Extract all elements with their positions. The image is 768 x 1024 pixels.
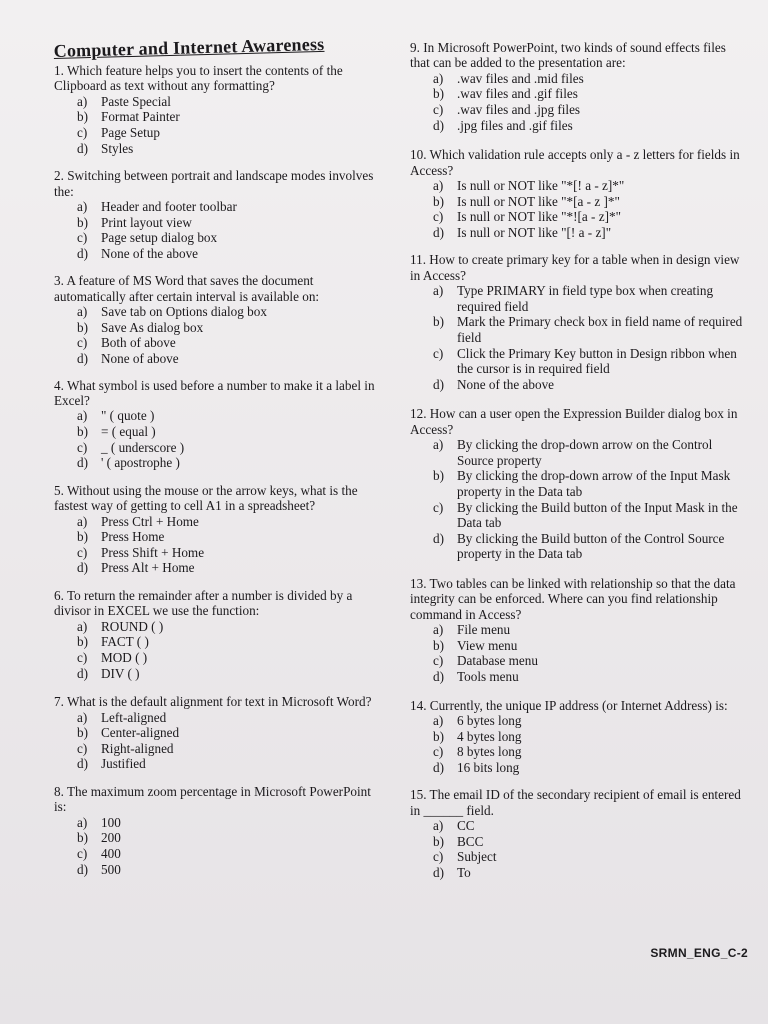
option-label: d) [433, 224, 444, 240]
option-label: b) [433, 86, 444, 102]
option-label: b) [77, 423, 88, 439]
question-text: 9. In Microsoft PowerPoint, two kinds of sound effects files that can be added to the presentation are: [410, 40, 726, 71]
option-label: a) [77, 408, 88, 424]
left-column [53, 33, 384, 877]
option-item [54, 351, 384, 367]
option-item [410, 865, 748, 881]
question-block [54, 273, 384, 366]
option-text: 500 [101, 861, 121, 877]
option-label: c) [77, 544, 88, 560]
question-text: 8. The maximum zoom percentage in Microsoft PowerPoint is: [54, 783, 371, 815]
option-item [54, 529, 384, 545]
option-text: View menu [457, 637, 518, 653]
option-item [54, 335, 384, 351]
option-label: d) [77, 245, 88, 261]
option-label: d) [77, 455, 88, 471]
option-label: c) [77, 740, 88, 756]
option-item [410, 669, 748, 685]
question-text: 3. A feature of MS Word that saves the document automatically after certain interval is available on: [54, 273, 320, 304]
question-block [410, 40, 748, 133]
option-label: a) [433, 712, 444, 728]
option-text: .wav files and .jpg files [457, 102, 581, 117]
option-item [54, 246, 384, 262]
option-text: Print layout view [101, 214, 192, 230]
page-title: Computer and Internet Awareness [53, 33, 325, 62]
option-item [54, 408, 384, 424]
option-label: d) [433, 759, 444, 775]
option-text: Tools menu [457, 668, 519, 684]
option-item [410, 531, 748, 562]
option-text: By clicking the drop-down arrow of the Input Mask property in the Data tab [457, 468, 731, 499]
option-item [54, 830, 384, 846]
option-label: c) [433, 653, 444, 669]
option-label: b) [433, 314, 444, 330]
question-block [54, 168, 384, 261]
option-list [410, 71, 748, 133]
option-label: a) [77, 814, 88, 830]
option-label: b) [433, 637, 444, 653]
option-label: d) [77, 350, 88, 366]
option-text: 100 [101, 814, 121, 830]
option-label: a) [77, 199, 88, 214]
option-text: Is null or NOT like "*[! a - z]*" [457, 178, 625, 193]
option-list [410, 622, 748, 684]
option-item [54, 650, 384, 666]
option-label: d) [77, 861, 88, 877]
option-text: Is null or NOT like "*[a - z ]*" [457, 193, 620, 209]
option-label: c) [77, 845, 88, 861]
option-label: c) [433, 345, 444, 361]
option-label: a) [77, 93, 88, 109]
option-text: 16 bits long [457, 759, 520, 775]
option-label: b) [77, 725, 88, 741]
option-text: 400 [101, 845, 121, 861]
option-item [54, 741, 384, 757]
option-label: b) [77, 109, 88, 125]
option-label: d) [433, 864, 444, 880]
option-label: c) [77, 230, 88, 246]
option-item [54, 634, 384, 650]
question-text: 12. How can a user open the Expression Builder dialog box in Access? [410, 406, 738, 437]
question-block [410, 252, 748, 392]
option-text: Press Alt + Home [101, 560, 195, 576]
option-label: b) [77, 634, 88, 650]
option-text: ' ( apostrophe ) [101, 455, 180, 471]
question-block [54, 784, 384, 877]
option-item [410, 622, 748, 638]
option-list [54, 514, 384, 576]
option-label: a) [433, 178, 444, 193]
option-item [54, 710, 384, 726]
option-text: .wav files and .mid files [457, 70, 584, 86]
option-text: = ( equal ) [101, 423, 156, 439]
option-item [54, 215, 384, 231]
option-text: Mark the Primary check box in field name of required field [457, 314, 743, 345]
option-item [410, 818, 748, 834]
option-text: None of the above [457, 376, 555, 392]
option-item [54, 846, 384, 862]
option-text: Is null or NOT like "*![a - z]*" [457, 209, 621, 225]
option-text: Format Painter [101, 109, 180, 125]
option-text: Page setup dialog box [101, 230, 218, 246]
option-text: Both of above [101, 335, 176, 351]
option-text: MOD ( ) [101, 649, 148, 665]
option-item [54, 545, 384, 561]
option-item [410, 760, 748, 776]
option-label: d) [77, 560, 88, 576]
option-text: None of the above [101, 245, 199, 261]
option-item [54, 560, 384, 576]
option-label: c) [77, 439, 88, 455]
option-item [410, 86, 748, 102]
option-label: d) [433, 376, 444, 392]
option-list [54, 815, 384, 877]
option-label: b) [77, 830, 88, 846]
option-item [410, 346, 748, 377]
option-label: b) [433, 193, 444, 209]
option-item [54, 320, 384, 336]
option-text: Click the Primary Key button in Design ribbon when the cursor is in required field [457, 345, 737, 377]
option-text: Justified [101, 756, 146, 772]
option-label: a) [433, 70, 444, 86]
option-text: ROUND ( ) [101, 618, 164, 634]
option-item [410, 834, 748, 850]
option-text: CC [457, 818, 475, 834]
option-item [54, 440, 384, 456]
option-text: Header and footer toolbar [101, 199, 237, 214]
option-text: DIV ( ) [101, 665, 140, 681]
option-label: c) [77, 649, 88, 665]
option-item [54, 514, 384, 530]
option-list [410, 283, 748, 392]
option-text: Page Setup [101, 125, 160, 140]
option-item [54, 141, 384, 157]
question-text: 2. Switching between portrait and landscape modes involves the: [54, 168, 374, 199]
option-text: File menu [457, 622, 511, 638]
option-label: b) [77, 529, 88, 545]
option-list [54, 199, 384, 261]
option-list [54, 94, 384, 156]
option-text: " ( quote ) [101, 408, 155, 424]
option-text: 8 bytes long [457, 744, 522, 760]
option-item [410, 209, 748, 225]
option-text: To [457, 864, 471, 880]
option-list [410, 178, 748, 240]
option-text: Database menu [457, 653, 538, 669]
option-item [410, 314, 748, 345]
option-item [54, 94, 384, 110]
question-block [410, 787, 748, 880]
option-label: d) [77, 665, 88, 681]
option-text: 4 bytes long [457, 728, 522, 744]
option-text: None of above [101, 350, 179, 366]
option-label: a) [433, 622, 444, 638]
option-item [410, 283, 748, 314]
option-text: Is null or NOT like "[! a - z]" [457, 224, 612, 240]
option-item [410, 713, 748, 729]
option-item [54, 619, 384, 635]
question-text: 7. What is the default alignment for text in Microsoft Word? [54, 694, 372, 710]
question-text: 6. To return the remainder after a number is divided by a divisor in EXCEL we use the function: [54, 587, 353, 619]
question-block [54, 483, 384, 576]
question-text: 4. What symbol is used before a number to make it a label in Excel? [54, 377, 375, 408]
option-item [410, 118, 748, 134]
option-item [410, 102, 748, 118]
option-item [54, 125, 384, 141]
option-text: Press Shift + Home [101, 544, 205, 560]
right-column [410, 40, 748, 880]
option-text: FACT ( ) [101, 634, 149, 650]
option-text: Save tab on Options dialog box [101, 304, 267, 320]
option-label: d) [433, 668, 444, 684]
option-text: _ ( underscore ) [101, 439, 185, 455]
option-list [410, 818, 748, 880]
option-label: a) [433, 437, 444, 453]
option-text: Press Home [101, 529, 165, 545]
option-label: a) [433, 283, 444, 299]
option-item [54, 725, 384, 741]
option-label: b) [433, 833, 444, 849]
option-text: By clicking the Build button of the Input Mask in the Data tab [457, 499, 738, 531]
option-text: BCC [457, 833, 484, 849]
option-text: Styles [101, 140, 134, 156]
question-block [410, 147, 748, 240]
option-list [54, 408, 384, 470]
option-list [54, 304, 384, 366]
question-text: 13. Two tables can be linked with relationship so that the data integrity can be enforced. Where can you find relationship command in Access? [410, 575, 736, 622]
option-text: By clicking the drop-down arrow on the Control Source property [457, 437, 713, 468]
option-item [54, 455, 384, 471]
option-item [410, 468, 748, 499]
question-text: 14. Currently, the unique IP address (or Internet Address) is: [410, 697, 728, 713]
footer-code: SRMN_ENG_C-2 [650, 946, 748, 960]
option-text: .jpg files and .gif files [457, 117, 573, 133]
option-text: Center-aligned [101, 725, 180, 741]
option-item [410, 377, 748, 393]
option-label: d) [77, 140, 88, 156]
option-item [54, 304, 384, 320]
question-text: 1. Which feature helps you to insert the contents of the Clipboard as text without any formatting? [54, 63, 343, 94]
option-text: 6 bytes long [457, 712, 522, 728]
option-item [54, 862, 384, 878]
option-text: Subject [457, 849, 497, 865]
option-label: b) [433, 728, 444, 744]
option-item [410, 744, 748, 760]
right-question-list [410, 40, 748, 880]
question-block [54, 694, 384, 772]
question-block [54, 378, 384, 471]
option-item [410, 849, 748, 865]
question-text: 11. How to create primary key for a table when in design view in Access? [410, 252, 740, 283]
option-item [54, 666, 384, 682]
option-item [54, 109, 384, 125]
option-item [410, 653, 748, 669]
option-label: a) [77, 618, 88, 634]
option-list [410, 437, 748, 562]
option-item [54, 199, 384, 215]
question-text: 5. Without using the mouse or the arrow keys, what is the fastest way of getting to cell A1 in a spreadsheet? [54, 482, 358, 514]
option-text: .wav files and .gif files [457, 86, 578, 102]
option-text: Save As dialog box [101, 319, 204, 335]
option-label: c) [433, 499, 444, 515]
option-label: c) [433, 744, 444, 760]
option-list [410, 713, 748, 775]
option-item [54, 230, 384, 246]
option-label: a) [77, 513, 88, 529]
option-label: a) [433, 818, 444, 834]
option-label: b) [77, 214, 88, 230]
option-item [410, 500, 748, 531]
option-label: c) [433, 209, 444, 225]
option-label: d) [433, 117, 444, 133]
question-block [410, 698, 748, 776]
option-text: Left-aligned [101, 709, 167, 725]
option-label: c) [433, 102, 444, 117]
option-list [54, 619, 384, 681]
question-block [54, 63, 384, 156]
option-label: c) [77, 335, 88, 351]
option-item [410, 729, 748, 745]
option-text: Press Ctrl + Home [101, 513, 199, 529]
option-label: c) [433, 849, 444, 865]
option-text: Right-aligned [101, 740, 174, 756]
question-block [410, 576, 748, 685]
option-item [410, 437, 748, 468]
option-text: 200 [101, 830, 121, 846]
option-list [54, 710, 384, 772]
option-text: By clicking the Build button of the Control Source property in the Data tab [457, 530, 725, 562]
option-text: Type PRIMARY in field type box when creating required field [457, 283, 714, 314]
question-block [410, 406, 748, 562]
option-label: a) [77, 304, 88, 320]
option-label: b) [77, 319, 88, 335]
question-text: 15. The email ID of the secondary recipient of email is entered in ______ field. [410, 787, 741, 818]
question-block [54, 588, 384, 681]
option-label: b) [433, 468, 444, 484]
option-item [410, 638, 748, 654]
left-question-list [54, 63, 384, 877]
option-item [410, 71, 748, 87]
option-item [410, 225, 748, 241]
option-item [54, 815, 384, 831]
option-label: c) [77, 125, 88, 140]
option-item [54, 424, 384, 440]
option-label: d) [433, 530, 444, 546]
option-label: d) [77, 756, 88, 772]
option-item [410, 194, 748, 210]
option-text: Paste Special [101, 93, 171, 109]
option-label: a) [77, 709, 88, 725]
option-item [54, 756, 384, 772]
option-item [410, 178, 748, 194]
question-text: 10. Which validation rule accepts only a - z letters for fields in Access? [410, 147, 740, 178]
